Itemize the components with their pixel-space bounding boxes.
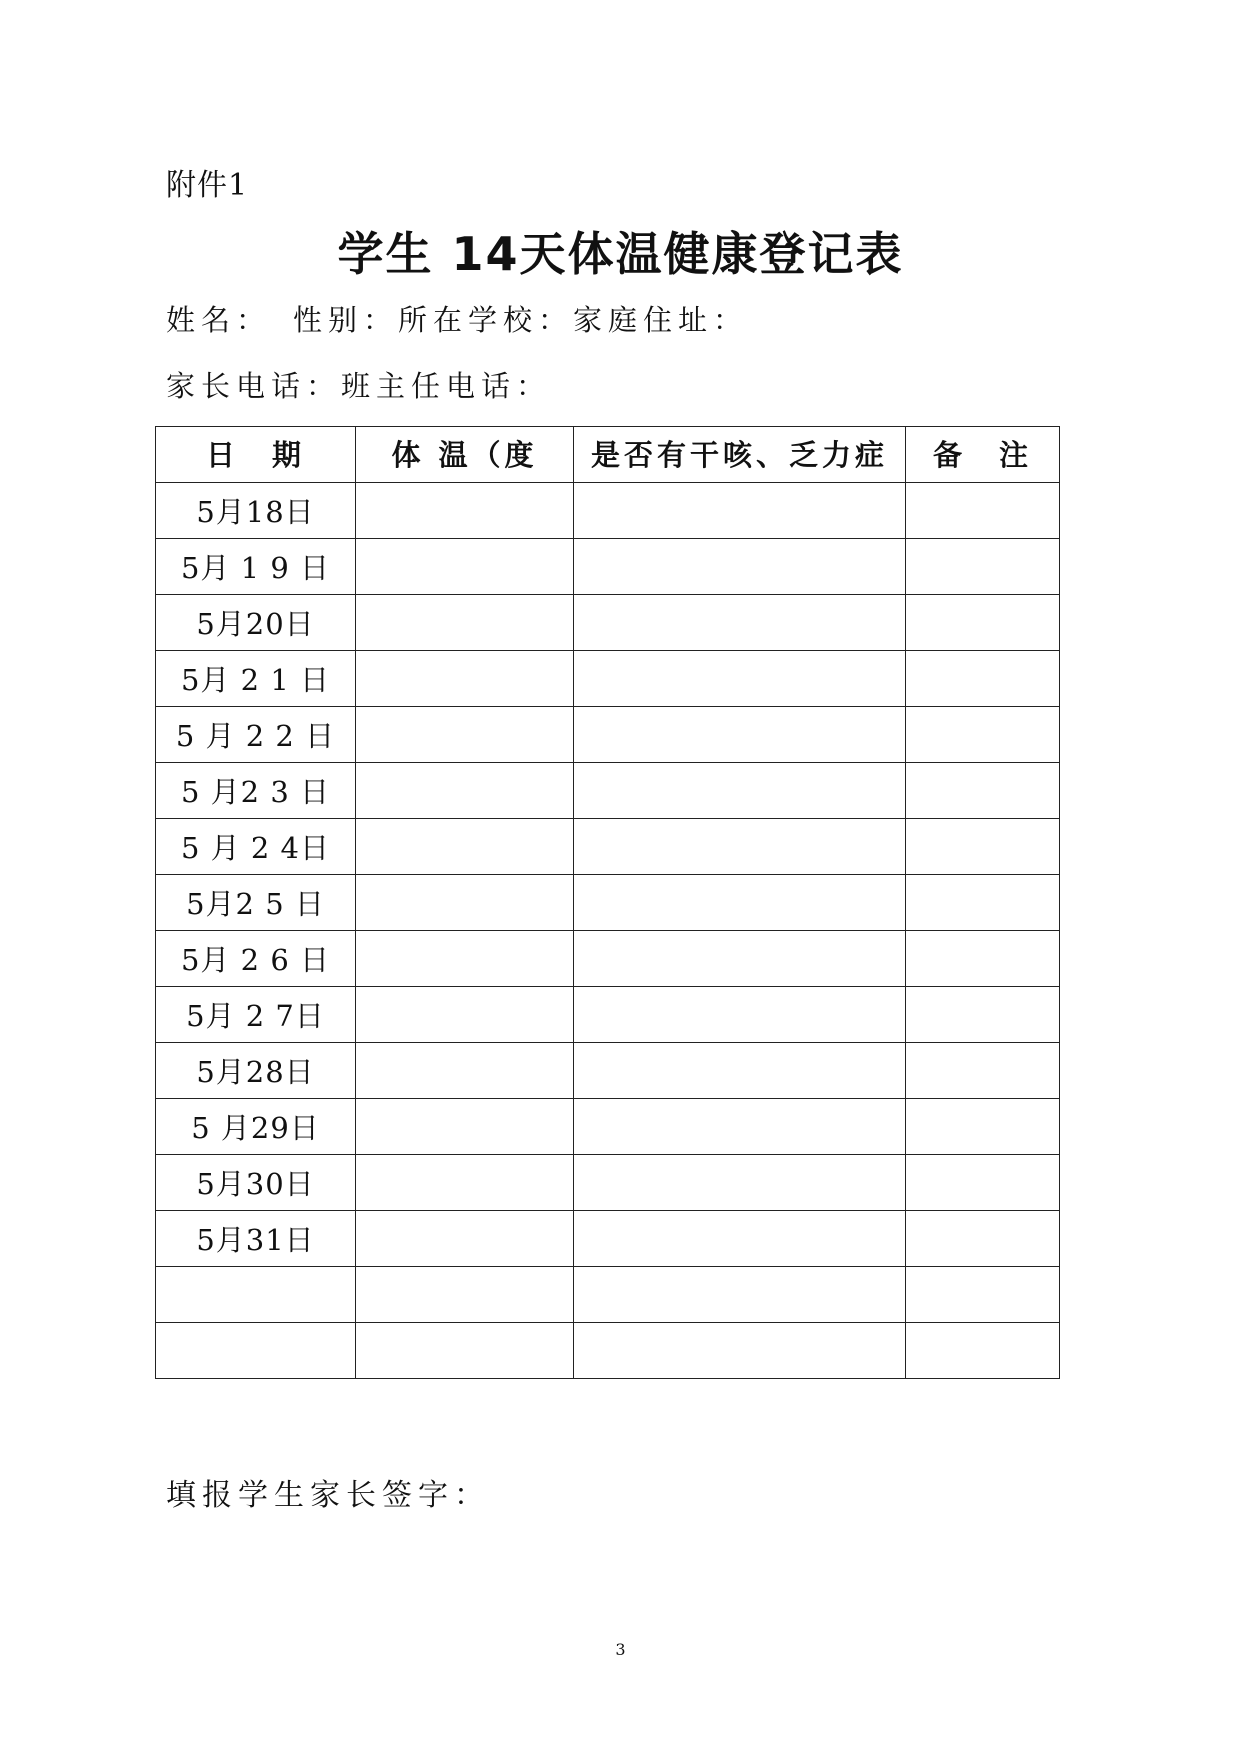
- temperature-cell[interactable]: [356, 1267, 574, 1323]
- table-row: [156, 651, 1060, 707]
- temperature-log-table: [155, 426, 1060, 1379]
- temperature-cell[interactable]: [356, 651, 574, 707]
- symptoms-cell[interactable]: [574, 763, 906, 819]
- date-cell: 5 月2 3 日: [156, 763, 356, 819]
- temperature-cell[interactable]: [356, 819, 574, 875]
- remarks-cell[interactable]: [906, 763, 1060, 819]
- table-row: [156, 819, 1060, 875]
- temperature-cell[interactable]: [356, 595, 574, 651]
- remarks-cell[interactable]: [906, 987, 1060, 1043]
- symptoms-cell[interactable]: [574, 875, 906, 931]
- remarks-cell[interactable]: [906, 1043, 1060, 1099]
- table-row: [156, 539, 1060, 595]
- temperature-cell[interactable]: [356, 1211, 574, 1267]
- date-cell: 5月 2 1 日: [156, 651, 356, 707]
- temperature-cell[interactable]: [356, 1099, 574, 1155]
- temperature-cell[interactable]: [356, 1043, 574, 1099]
- temperature-cell[interactable]: [356, 707, 574, 763]
- remarks-cell[interactable]: [906, 483, 1060, 539]
- remarks-cell[interactable]: [906, 875, 1060, 931]
- symptoms-cell[interactable]: [574, 819, 906, 875]
- date-cell: 5 月 2 2 日: [156, 707, 356, 763]
- date-cell: 5月 1 9 日: [156, 539, 356, 595]
- remarks-cell[interactable]: [906, 651, 1060, 707]
- remarks-cell[interactable]: [906, 539, 1060, 595]
- attachment-label: 附件1: [166, 168, 249, 203]
- date-cell: 5 月29日: [156, 1099, 356, 1155]
- table-row: [156, 1323, 1060, 1379]
- symptoms-cell[interactable]: [574, 707, 906, 763]
- table-row: [156, 931, 1060, 987]
- gender-school-address-label: 性别：所在学校：家庭住址：: [293, 303, 749, 337]
- symptoms-cell[interactable]: [574, 1043, 906, 1099]
- symptoms-cell[interactable]: [574, 1099, 906, 1155]
- table-row: [156, 1155, 1060, 1211]
- temperature-cell[interactable]: [356, 763, 574, 819]
- table-row: [156, 483, 1060, 539]
- parent-signature-label: 填报学生家长签字：: [166, 1478, 490, 1513]
- date-cell: 5月2 5 日: [156, 875, 356, 931]
- symptoms-cell[interactable]: [574, 651, 906, 707]
- header-date: 日 期: [156, 427, 356, 483]
- header-remarks: 备 注: [906, 427, 1060, 483]
- info-line-1: [166, 298, 748, 339]
- table-row: [156, 987, 1060, 1043]
- page-title: 学生 14天体温健康登记表: [337, 227, 904, 281]
- table-row: [156, 1267, 1060, 1323]
- symptoms-cell[interactable]: [574, 1155, 906, 1211]
- table-header-row: [156, 427, 1060, 483]
- page-number: 3: [615, 1640, 626, 1659]
- remarks-cell[interactable]: [906, 707, 1060, 763]
- temperature-cell[interactable]: [356, 931, 574, 987]
- date-cell: 5月28日: [156, 1043, 356, 1099]
- info-line-2: 家长电话：班主任电话：: [166, 369, 552, 403]
- symptoms-cell[interactable]: [574, 931, 906, 987]
- date-cell: 5月30日: [156, 1155, 356, 1211]
- temperature-cell[interactable]: [356, 1323, 574, 1379]
- symptoms-cell[interactable]: [574, 1267, 906, 1323]
- name-label: 姓名：: [166, 303, 272, 337]
- remarks-cell[interactable]: [906, 1211, 1060, 1267]
- remarks-cell[interactable]: [906, 1323, 1060, 1379]
- table-row: [156, 707, 1060, 763]
- table-row: [156, 875, 1060, 931]
- header-symptoms: 是否有干咳、乏力症: [574, 427, 906, 483]
- remarks-cell[interactable]: [906, 1155, 1060, 1211]
- date-cell: 5月31日: [156, 1211, 356, 1267]
- temperature-cell[interactable]: [356, 1155, 574, 1211]
- remarks-cell[interactable]: [906, 931, 1060, 987]
- temperature-cell[interactable]: [356, 539, 574, 595]
- date-cell: 5月18日: [156, 483, 356, 539]
- table-row: [156, 763, 1060, 819]
- date-cell: 5月 2 6 日: [156, 931, 356, 987]
- symptoms-cell[interactable]: [574, 1211, 906, 1267]
- table-row: [156, 1043, 1060, 1099]
- date-cell: [156, 1267, 356, 1323]
- remarks-cell[interactable]: [906, 819, 1060, 875]
- symptoms-cell[interactable]: [574, 539, 906, 595]
- date-cell: 5月 2 7日: [156, 987, 356, 1043]
- symptoms-cell[interactable]: [574, 483, 906, 539]
- table-row: [156, 1211, 1060, 1267]
- date-cell: 5 月 2 4日: [156, 819, 356, 875]
- temperature-cell[interactable]: [356, 483, 574, 539]
- header-temperature: 体 温（度: [356, 427, 574, 483]
- table-row: [156, 1099, 1060, 1155]
- remarks-cell[interactable]: [906, 595, 1060, 651]
- temperature-cell[interactable]: [356, 875, 574, 931]
- symptoms-cell[interactable]: [574, 595, 906, 651]
- remarks-cell[interactable]: [906, 1267, 1060, 1323]
- date-cell: 5月20日: [156, 595, 356, 651]
- symptoms-cell[interactable]: [574, 1323, 906, 1379]
- symptoms-cell[interactable]: [574, 987, 906, 1043]
- table-row: [156, 595, 1060, 651]
- date-cell: [156, 1323, 356, 1379]
- temperature-cell[interactable]: [356, 987, 574, 1043]
- remarks-cell[interactable]: [906, 1099, 1060, 1155]
